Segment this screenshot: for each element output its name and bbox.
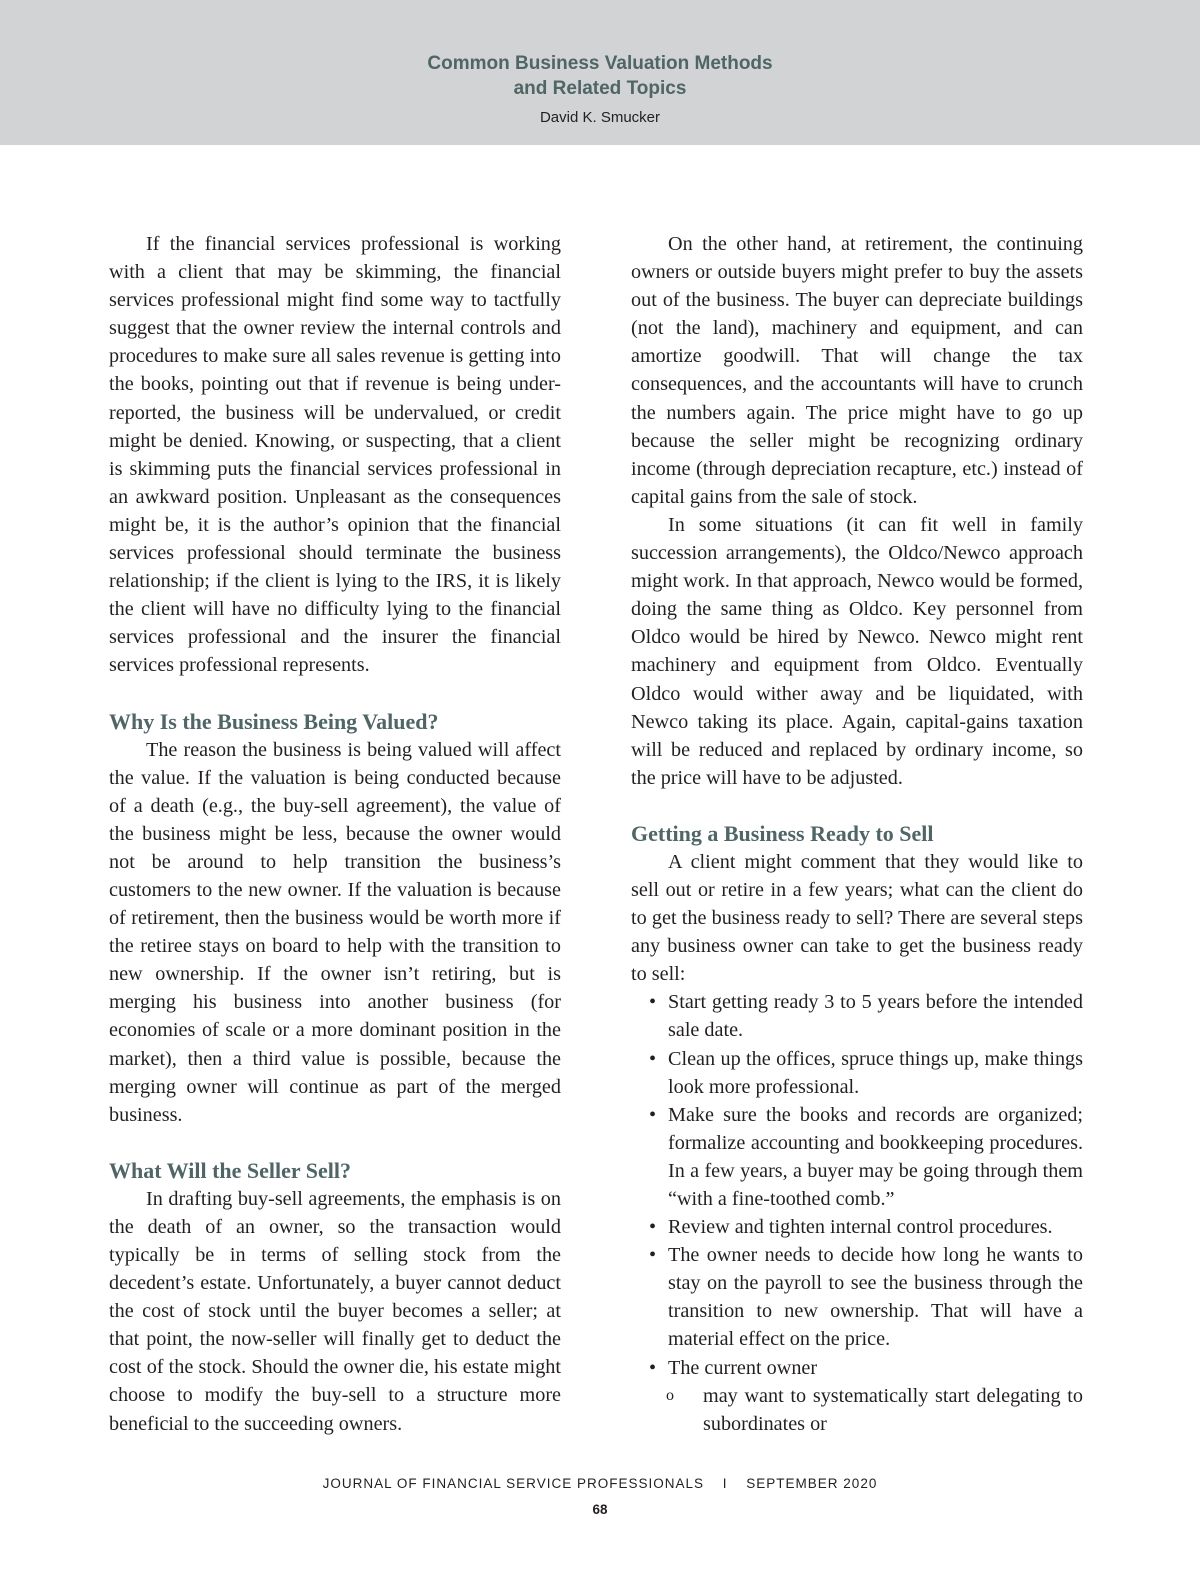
paragraph-ready-to-sell: A client might comment that they would like to sell out or retire in a few years; what can the client do to get the business ready to sell? There are several steps any business owner can take to get the business ready to sell: (631, 850, 1083, 986)
list-item (631, 988, 1083, 1044)
paragraph-skimming: If the financial services professional is working with a client that may be skimming, the financial services professional might find some way to tactfully suggest that the owner review the internal controls and procedures to make sure all sales revenue is getting into the books, pointing out that if revenue is being under-reported, the business will be undervalued, or credit might be denied. Knowing, or suspecting, that a client is skimming puts the financial services professional in an awkward position. Unpleasant as the consequences might be, it is the author’s opinion that the financial services professional should terminate the business relationship; if the client is lying to the IRS, it is likely the client will have no difficulty lying to the financial services professional and the insurer the financial services professional represents. (109, 233, 561, 677)
sub-list-item (631, 1382, 1083, 1438)
list-item (631, 1354, 1083, 1382)
list-item-text: Review and tighten internal control procedures. (668, 1216, 1053, 1239)
article-title-line-1: Common Business Valuation Methods (427, 53, 773, 74)
bullet-marker: • (649, 1103, 657, 1126)
left-column (109, 230, 561, 1438)
heading-why-valued: Why Is the Business Being Valued? (109, 708, 439, 734)
list-item (631, 1213, 1083, 1241)
list-item-text: The owner needs to decide how long he wants to stay on the payroll to see the business through the transition to new ownership. That will have a material effect on the price. (668, 1244, 1083, 1351)
bullet-marker: • (649, 991, 657, 1014)
list-item-text: Clean up the offices, spruce things up, make things look more professional. (668, 1047, 1083, 1098)
footer-separator: I (722, 1476, 728, 1491)
bullet-marker: • (649, 1356, 657, 1379)
heading-ready-to-sell: Getting a Business Ready to Sell (631, 820, 934, 846)
list-item (631, 1101, 1083, 1213)
page-footer (0, 1474, 1200, 1520)
list-item (631, 1241, 1083, 1353)
bullet-marker: • (649, 1244, 657, 1267)
issue-date: SEPTEMBER 2020 (746, 1476, 878, 1491)
article-title (0, 51, 1200, 101)
steps-list (631, 988, 1083, 1381)
list-item-text: The current owner (668, 1356, 818, 1379)
sub-list (631, 1382, 1083, 1438)
paragraph-what-sell: In drafting buy-sell agreements, the emphasis is on the death of an owner, so the transaction would typically be in terms of selling stock from the decedent’s estate. Unfortunately, a buyer cannot deduct the cost of stock until the buyer becomes a seller; at that point, the now-seller will finally get to deduct the cost of the stock. Should the owner die, his estate might choose to modify the buy-sell to a structure more beneficial to the succeeding owners. (109, 1187, 561, 1435)
article-title-line-2: and Related Topics (513, 78, 687, 99)
journal-name: JOURNAL OF FINANCIAL SERVICE PROFESSIONALS (322, 1476, 704, 1491)
journal-line (0, 1474, 1200, 1494)
sub-bullet-marker: o (666, 1386, 674, 1404)
paragraph-why-valued: The reason the business is being valued will affect the value. If the valuation is being conducted because of a death (e.g., the buy-sell agreement), the value of the business might be less, because the owner would not be around to help transition the business’s customers to the new owner. If the valuation is because of retirement, then the business would be worth more if the retiree stays on board to help with the transition to new ownership. If the owner isn’t retiring, but is merging his business into another business (for economies of scale or a more dominant position in the market), then a third value is possible, because the merging owner will continue as part of the merged business. (109, 738, 561, 1126)
list-item-text: Make sure the books and records are organized; formalize accounting and bookkeeping procedures. In a few years, a buyer may be going through them “with a fine-toothed comb.” (668, 1103, 1083, 1210)
page-number: 68 (592, 1502, 608, 1517)
list-item (631, 1045, 1083, 1101)
article-author: David K. Smucker (539, 109, 661, 126)
sub-list-item-text: may want to systematically start delegating to subordinates or (703, 1384, 1083, 1435)
right-column (631, 230, 1083, 1438)
page-header (0, 0, 1200, 145)
bullet-marker: • (649, 1216, 657, 1239)
bullet-marker: • (649, 1047, 657, 1070)
list-item-text: Start getting ready 3 to 5 years before the intended sale date. (668, 991, 1083, 1042)
paragraph-oldco-newco: In some situations (it can fit well in family succession arrangements), the Oldco/Newco approach might work. In that approach, Newco would be formed, doing the same thing as Oldco. Key personnel from Oldco would be hired by Newco. Newco might rent machinery and equipment from Oldco. Eventually Oldco would wither away and be liquidated, with Newco taking its place. Again, capital-gains taxation will be reduced and replaced by ordinary income, so the price will have to be adjusted. (631, 513, 1083, 789)
paragraph-retirement-assets: On the other hand, at retirement, the continuing owners or outside buyers might prefer to buy the assets out of the business. The buyer can depreciate buildings (not the land), machinery and equipment, and can amortize goodwill. That will change the tax consequences, and the accountants will have to crunch the numbers again. The price might have to go up because the seller might be recognizing ordinary income (through depreciation recapture, etc.) instead of capital gains from the sale of stock. (631, 233, 1083, 508)
heading-what-sell: What Will the Seller Sell? (109, 1157, 352, 1183)
